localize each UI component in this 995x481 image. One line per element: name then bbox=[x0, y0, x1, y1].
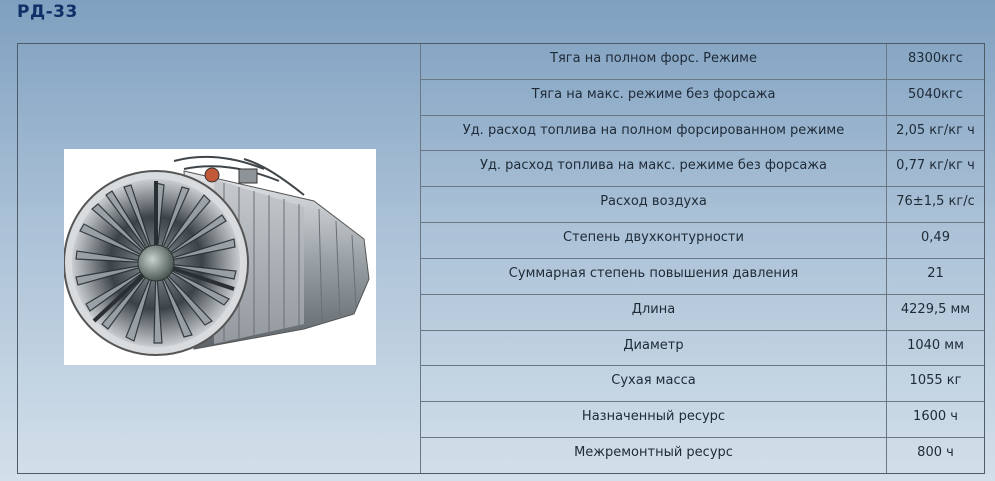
param-value: 2,05 кг/кг ч bbox=[896, 122, 975, 138]
param-label: Назначенный ресурс bbox=[421, 402, 887, 437]
param-label: Суммарная степень повышения давления bbox=[421, 259, 887, 294]
param-value: 1600 ч bbox=[913, 409, 958, 425]
param-value: 8300кгс bbox=[908, 50, 963, 66]
table-row bbox=[421, 116, 984, 152]
table-row bbox=[421, 44, 984, 80]
param-value: 1055 кг bbox=[909, 373, 962, 389]
table-row bbox=[421, 187, 984, 223]
image-cell bbox=[18, 44, 421, 473]
table-row bbox=[421, 402, 984, 438]
table-row bbox=[421, 223, 984, 259]
param-label: Тяга на макс. режиме без форсажа bbox=[421, 80, 887, 115]
param-value: 0,77 кг/кг ч bbox=[896, 158, 975, 174]
param-label: Уд. расход топлива на макс. режиме без форсажа bbox=[421, 151, 887, 186]
param-label: Тяга на полном форс. Режиме bbox=[421, 44, 887, 79]
param-label: Сухая масса bbox=[421, 366, 887, 401]
spec-table bbox=[17, 43, 985, 474]
table-row bbox=[421, 366, 984, 402]
specs-list bbox=[421, 44, 984, 473]
param-value: 4229,5 мм bbox=[900, 301, 971, 317]
param-label: Расход воздуха bbox=[421, 187, 887, 222]
param-value: 1040 мм bbox=[907, 337, 964, 353]
param-label: Степень двухконтурности bbox=[421, 223, 887, 258]
param-label: Длина bbox=[421, 295, 887, 330]
param-value: 5040кгс bbox=[908, 86, 963, 102]
param-value: 76±1,5 кг/с bbox=[896, 194, 975, 210]
param-label: Межремонтный ресурс bbox=[421, 438, 887, 473]
param-value: 800 ч bbox=[917, 445, 954, 461]
table-row bbox=[421, 259, 984, 295]
jet-engine-photo bbox=[64, 149, 376, 365]
table-row bbox=[421, 331, 984, 367]
jet-engine-icon bbox=[64, 149, 376, 365]
param-value: 21 bbox=[927, 265, 944, 281]
param-label: Уд. расход топлива на полном форсированном режиме bbox=[421, 116, 887, 151]
table-row bbox=[421, 438, 984, 473]
table-row bbox=[421, 151, 984, 187]
table-row bbox=[421, 80, 984, 116]
table-row bbox=[421, 295, 984, 331]
page-title: РД-33 bbox=[17, 2, 78, 22]
param-label: Диаметр bbox=[421, 331, 887, 366]
param-value: 0,49 bbox=[921, 230, 950, 246]
